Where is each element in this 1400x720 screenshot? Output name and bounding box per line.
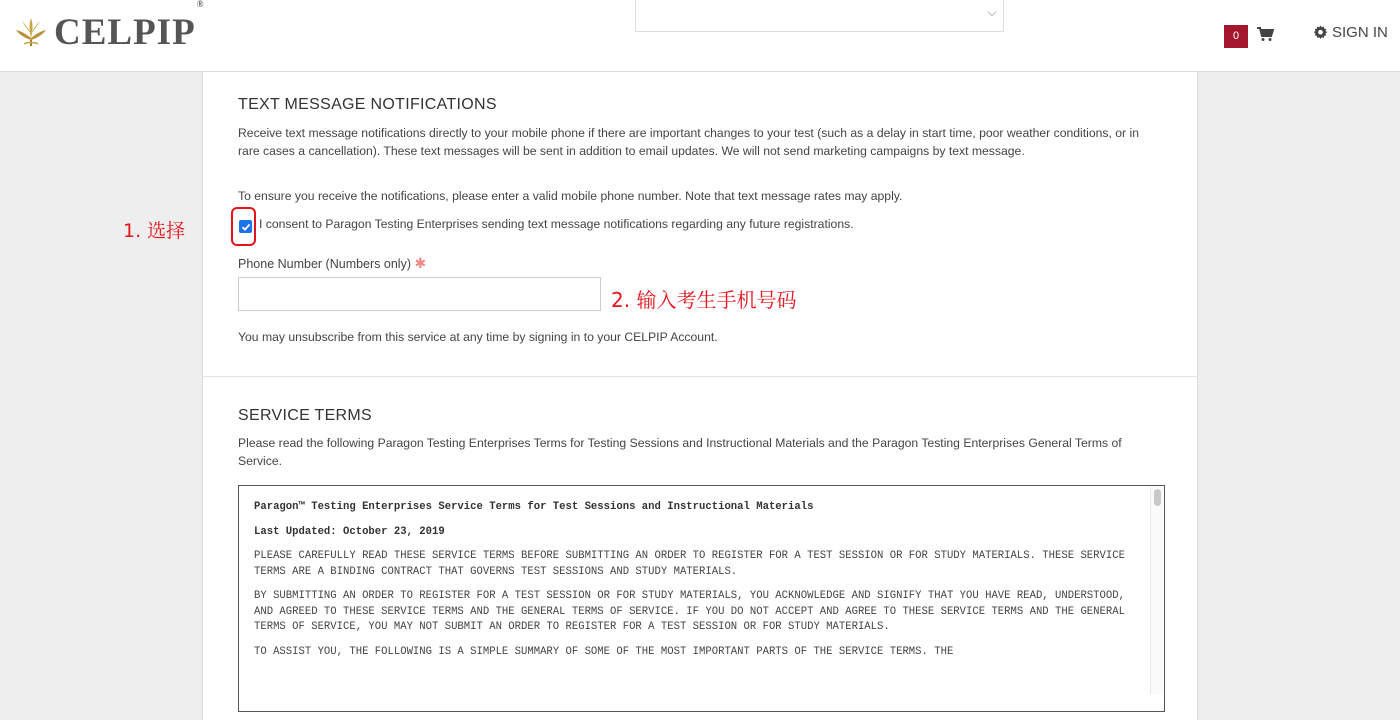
phone-number-input[interactable]	[238, 277, 601, 311]
service-terms-scrollbox[interactable]	[238, 485, 1165, 712]
sign-in-label: SIGN IN	[1332, 24, 1388, 41]
text-notifications-description: Receive text message notifications directly to your mobile phone if there are important changes to your test (such as a delay in start time, poor weather conditions, or in rare cases a cancellation). These text messages will be sent in addition to email updates. We will not send marketing campaigns by text message.	[238, 126, 1139, 158]
annotation-step2: 2. 输入考生手机号码	[611, 288, 797, 312]
gear-icon	[1313, 25, 1328, 40]
terms-last-updated: Last Updated: October 23, 2019	[254, 525, 445, 538]
cart-icon[interactable]	[1256, 26, 1274, 42]
terms-paragraph: BY SUBMITTING AN ORDER TO REGISTER FOR A TEST SESSION OR FOR STUDY MATERIALS, YOU ACKNOWLEDGE AND SIGNIFY THAT YOU HAVE READ, UNDERSTOOD, AND AGREED TO THESE SERVICE TERMS AND THE GENERAL TERMS OF SERVICE. IF YOU DO NOT ACCEPT AND AGREE TO THESE SERVICE TERMS AND THE GENERAL TERMS OF SERVICE, YOU MAY NOT SUBMIT AN ORDER TO REGISTER FOR A TEST SESSION OR FOR STUDY MATERIALS.	[254, 590, 1125, 633]
terms-paragraph: TO ASSIST YOU, THE FOLLOWING IS A SIMPLE SUMMARY OF SOME OF THE MOST IMPORTANT PARTS OF THE SERVICE TERMS. THE	[254, 645, 954, 658]
chevron-down-icon	[988, 8, 996, 16]
unsubscribe-note: You may unsubscribe from this service at any time by signing in to your CELPIP Account.	[238, 330, 718, 344]
terms-paragraph: PLEASE CAREFULLY READ THESE SERVICE TERMS BEFORE SUBMITTING AN ORDER TO REGISTER FOR A TEST SESSION OR FOR STUDY MATERIALS. THESE SERVICE TERMS ARE A BINDING CONTRACT THAT GOVERNS TEST SESSIONS AND STUDY MATERIALS.	[254, 550, 1125, 578]
terms-doc-title: Paragon™ Testing Enterprises Service Terms for Test Sessions and Instructional Materials	[254, 501, 814, 513]
site-header	[0, 0, 1400, 72]
service-terms-intro: Please read the following Paragon Testing Enterprises Terms for Testing Sessions and Instructional Materials and the Paragon Testing Enterprises General Terms of Service.	[238, 436, 1122, 468]
phone-number-label	[238, 255, 426, 272]
maple-leaf-icon	[14, 12, 48, 52]
top-dropdown-select[interactable]	[635, 0, 1004, 32]
scrollbar-thumb[interactable]	[1154, 489, 1161, 506]
celpip-logo[interactable]	[14, 0, 205, 53]
phone-label-text: Phone Number (Numbers only)	[238, 257, 411, 271]
section-divider	[203, 376, 1197, 377]
ensure-note: To ensure you receive the notifications, please enter a valid mobile phone number. Note that text message rates may apply.	[238, 189, 903, 203]
logo-wordmark: CELPIP®	[54, 0, 205, 53]
registration-panel	[202, 72, 1198, 720]
consent-label[interactable]: I consent to Paragon Testing Enterprises sending text message notifications regarding any future registrations.	[259, 217, 854, 231]
sign-in-link[interactable]	[1313, 24, 1388, 41]
text-notifications-title: TEXT MESSAGE NOTIFICATIONS	[238, 96, 497, 113]
text-notifications-section	[203, 72, 1197, 376]
cart-count-badge[interactable]: 0	[1224, 25, 1248, 48]
required-mark: ✱	[414, 255, 427, 271]
terms-scrollbar[interactable]	[1150, 487, 1163, 694]
annotation-step1: 1. 选择	[123, 220, 186, 242]
service-terms-title: SERVICE TERMS	[238, 407, 373, 424]
annotation-highlight-box	[231, 207, 256, 246]
